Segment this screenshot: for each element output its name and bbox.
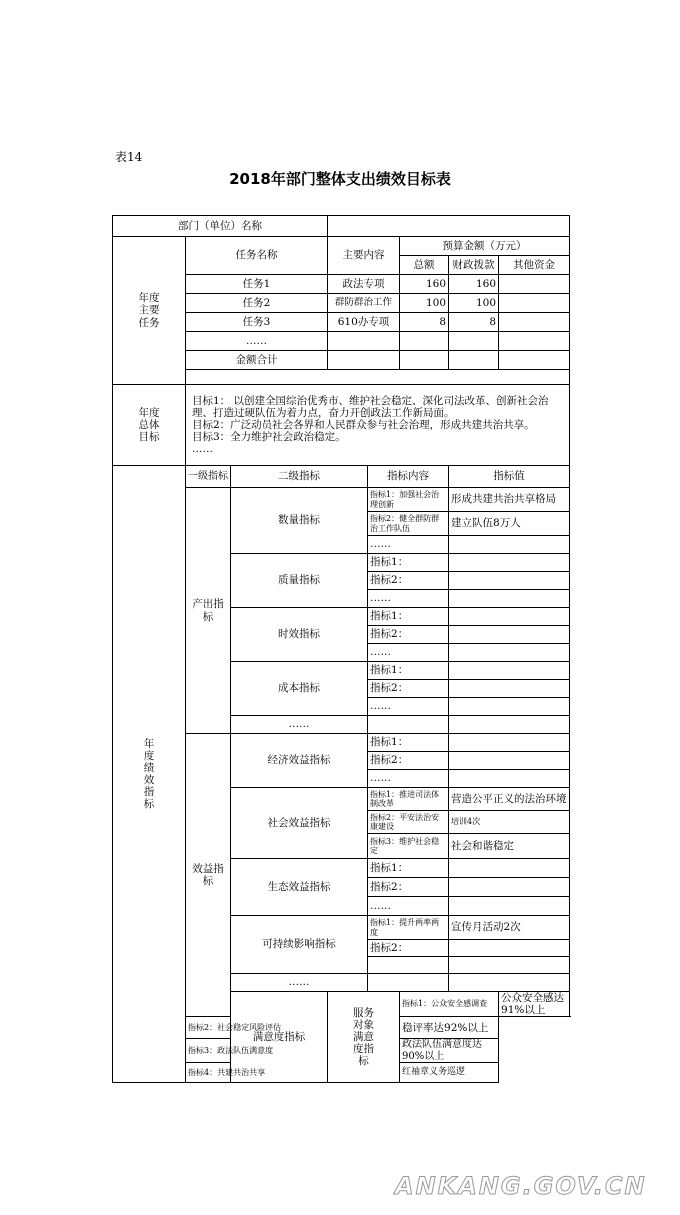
output-indicators-label: 产出指标 [186,488,231,734]
indicator-content: …… [368,536,449,554]
indicator-content: 指标2：健全群防群治工作队伍 [368,512,449,536]
content-header: 指标内容 [368,466,449,488]
indicator-content: 指标1：加强社会治理创新 [368,488,449,512]
indicator-content: 指标3：政法队伍满意度 [186,1039,328,1063]
overall-goals-label: 年度总体目标 [113,385,186,466]
indicator-content: 指标1：推进司法体制改革 [368,788,449,811]
dept-label: 部门（单位）名称 [113,216,328,237]
task-name: 任务3 [186,313,328,332]
task-content: 610办专项 [328,313,400,332]
dept-value [328,216,570,237]
indicator-value: 形成共建共治共享格局 [449,488,570,512]
task-total [400,332,449,351]
indicator-content: 指标1：提升两率两度 [368,916,449,940]
task-total: 160 [400,275,449,294]
indicator-value: 稳评率达92%以上 [400,1017,499,1039]
indicator-content: 指标2：平安法治安康建设 [368,811,449,834]
total-header: 总额 [400,256,449,275]
quantity-label: 数量指标 [231,488,368,554]
indicator-content: 指标2： [368,626,449,644]
performance-table [112,215,570,1083]
indicator-value: 营造公平正义的法治环境 [449,788,570,811]
ecological-label: 生态效益指标 [231,859,368,916]
task-fiscal [449,332,499,351]
timeliness-label: 时效指标 [231,608,368,662]
table-number: 表14 [115,150,143,164]
perf-indicators-label: 年度绩效指标 [113,466,186,1083]
indicator-content: 指标2： [368,940,449,957]
indicator-value: 培训4次 [449,811,570,834]
indicator-content: 指标1： [368,554,449,572]
task-other [499,294,570,313]
indicator-value: 公众安全感达91%以上 [499,992,570,1017]
task-fiscal: 160 [449,275,499,294]
task-name: 任务1 [186,275,328,294]
level1-header: 一级指标 [186,466,231,488]
quality-label: 质量指标 [231,554,368,608]
task-fiscal: 100 [449,294,499,313]
task-content: 群防群治工作 [328,294,400,313]
indicator-value: 宣传月活动2次 [449,916,570,940]
sustainable-label: 可持续影响指标 [231,916,368,974]
task-content [328,332,400,351]
goal-2: 目标2：广泛动员社会各界和人民群众参与社会治理，形成共建共治共享。 [192,418,535,431]
task-other [499,313,570,332]
indicator-content: 指标1： [368,662,449,680]
task-fiscal: 8 [449,313,499,332]
goal-1: 目标1： 以创建全国综治优秀市、维护社会稳定、深化司法改革、创新社会治理、打造过硬队伍为着力点，奋力开创政法工作新局面。 [192,394,549,419]
indicator-content: …… [368,644,449,662]
indicator-value: 红袖章义务巡逻 [400,1063,499,1083]
fiscal-header: 财政拨款 [449,256,499,275]
indicator-content: …… [368,770,449,788]
indicator-content: …… [368,698,449,716]
indicator-content: 指标2： [368,752,449,770]
economic-label: 经济效益指标 [231,734,368,788]
output-ellipsis: …… [231,716,368,734]
indicator-value: 社会和谐稳定 [449,834,570,859]
indicator-content: 指标4：共建共治共享 [186,1063,328,1083]
indicator-content: 指标3：维护社会稳定 [368,834,449,859]
watermark: ANKANG.GOV.CN [395,1172,647,1200]
task-name: 任务2 [186,294,328,313]
indicator-content: 指标2： [368,572,449,590]
main-content-header: 主要内容 [328,237,400,275]
benefit-ellipsis: …… [231,974,368,992]
task-content: 政法专项 [328,275,400,294]
indicator-content: …… [368,590,449,608]
annual-tasks-label: 年度主要任务 [113,237,186,385]
task-name: …… [186,332,328,351]
service-label: 服务对象满意度指标 [328,992,400,1083]
indicator-content: 指标1： [368,734,449,752]
indicator-content: …… [368,897,449,916]
indicator-content: 指标1：公众安全感调查 [400,992,499,1017]
indicator-value: 政法队伍满意度达90%以上 [400,1039,499,1063]
budget-header: 预算金额（万元） [400,237,570,256]
task-total: 8 [400,313,449,332]
task-other [499,332,570,351]
overall-goals [186,385,570,466]
indicator-content: 指标1： [368,859,449,878]
task-total: 100 [400,294,449,313]
amount-total-label: 金额合计 [186,351,328,370]
goal-ellipsis: …… [192,443,213,456]
goal-3: 目标3：全力维护社会政治稳定。 [192,431,346,444]
benefit-indicators-label: 效益指标 [186,734,231,1017]
indicator-content: 指标2：社会稳定风险评估 [186,1017,328,1039]
social-label: 社会效益指标 [231,788,368,859]
cost-label: 成本指标 [231,662,368,716]
level2-header: 二级指标 [231,466,368,488]
page-title: 2018年部门整体支出绩效目标表 [229,170,451,188]
value-header: 指标值 [449,466,570,488]
task-name-header: 任务名称 [186,237,328,275]
indicator-content: 指标1： [368,608,449,626]
satisfaction-indicators-label: 满意度指标 [231,992,328,1083]
indicator-content: 指标2： [368,878,449,897]
indicator-content: 指标2： [368,680,449,698]
task-other [499,275,570,294]
indicator-value: 建立队伍8万人 [449,512,570,536]
other-header: 其他资金 [499,256,570,275]
